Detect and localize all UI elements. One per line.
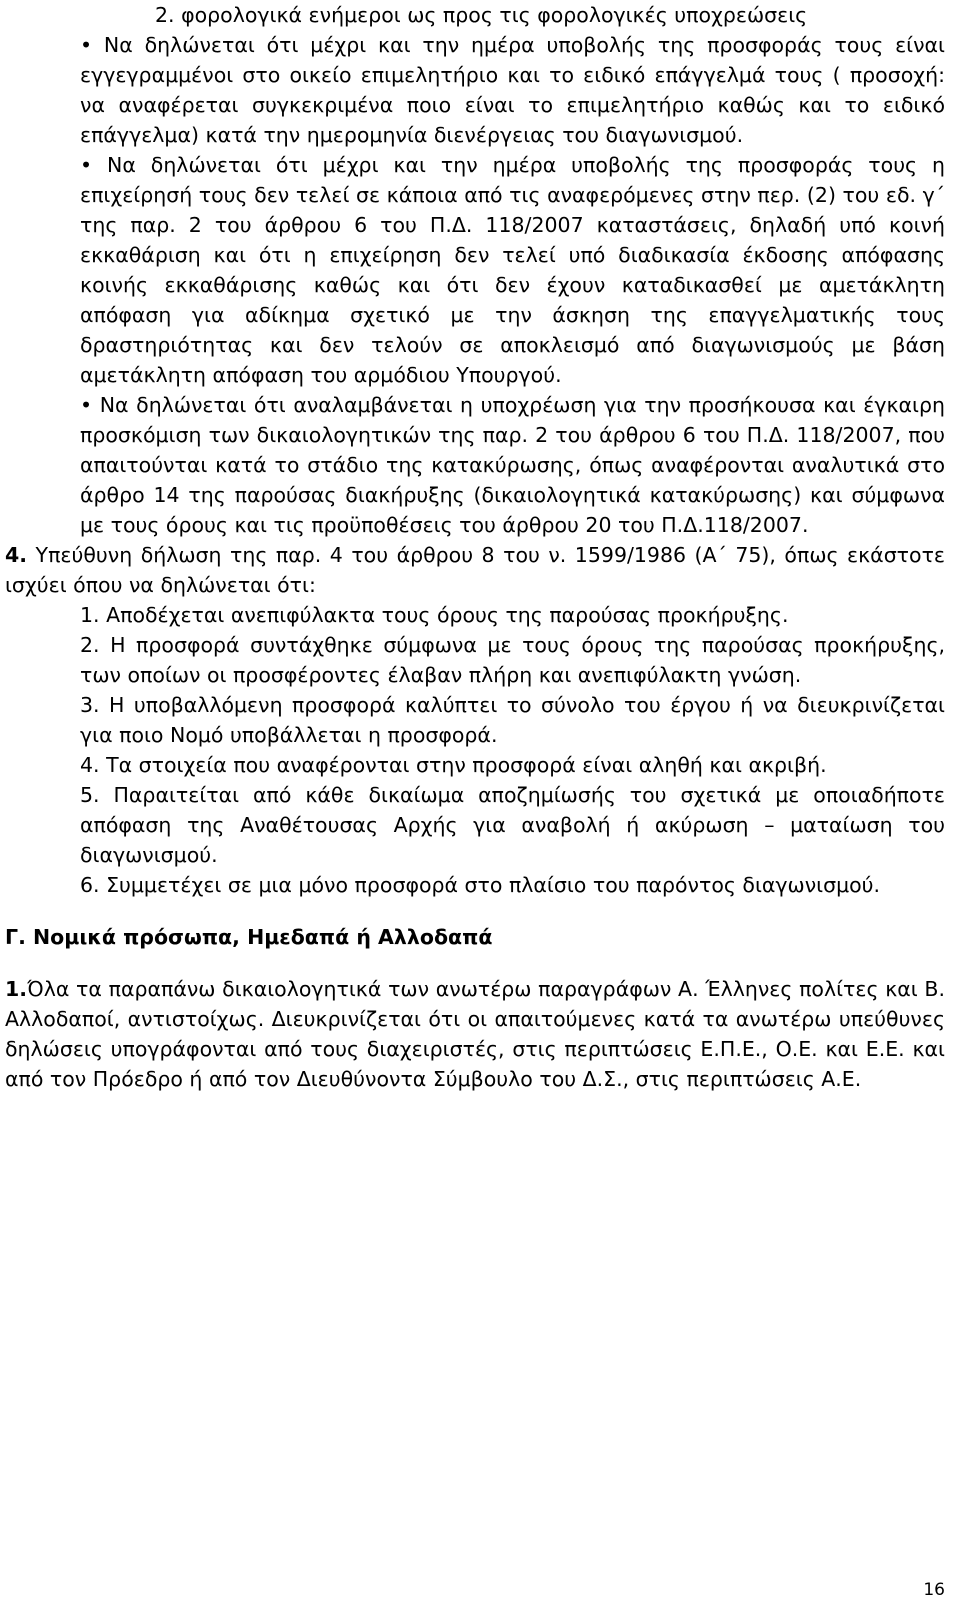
bullet-registration: • Να δηλώνεται ότι μέχρι και την ημέρα υποβολής της προσφοράς τους είναι εγγεγραμμένοι στο οικείο επιμελητήριο και το ειδικό επάγγελμά τους ( προσοχή: να αναφέρεται συγκεκριμένα ποιο είναι το επιμελητήριο καθώς και το ειδικό επάγγελμα) κατά την ημερομηνία διενέργειας του διαγωνισμού. <box>80 33 945 147</box>
section-4-number: 4. <box>5 543 28 567</box>
section-g-item-text: Όλα τα παραπάνω δικαιολογητικά των ανωτέρω παραγράφων Α. Έλληνες πολίτες και Β. Αλλοδαποί, αντιστοίχως. Διευκρινίζεται ότι οι απαιτούμενες κατά τα ανωτέρω υπεύθυνες δηλώσεις υπογράφονται από τους διαχειριστές, στις περιπτώσεις Ε.Π.Ε., Ο.Ε. και Ε.Ε. και από τον Πρόεδρο ή από τον Διευθύνοντα Σύμβουλο του Δ.Σ., στις περιπτώσεις Α.Ε. <box>5 977 945 1091</box>
section-g-item-number: 1. <box>5 977 28 1001</box>
declaration-item: 6. Συμμετέχει σε μια μόνο προσφορά στο πλαίσιο του παρόντος διαγωνισμού. <box>80 873 881 897</box>
declaration-item: 2. Η προσφορά συντάχθηκε σύμφωνα με τους όρους της παρούσας προκήρυξης, των οποίων οι προσφέροντες έλαβαν πλήρη και ανεπιφύλακτη γνώση. <box>80 633 945 687</box>
declaration-item: 4. Τα στοιχεία που αναφέρονται στην προσφορά είναι αληθή και ακριβή. <box>80 753 827 777</box>
bullet-liquidation: • Να δηλώνεται ότι μέχρι και την ημέρα υποβολής της προσφοράς τους η επιχείρησή τους δεν τελεί σε κάποια από τις αναφερόμενες στην περ. (2) του εδ. γ΄ της παρ. 2 του άρθρου 6 του Π.Δ. 118/2007 καταστάσεις, δηλαδή υπό κοινή εκκαθάριση και ότι η επιχείρηση δεν τελεί υπό διαδικασία έκδοσης απόφασης κοινής εκκαθάρισης καθώς και ότι δεν έχουν καταδικασθεί με αμετάκλητη απόφαση για αδίκημα σχετικό με την άσκηση της επαγγελματικής τους δραστηριότητας και δεν τελούν σε αποκλεισμό από διαγωνισμούς με βάση αμετάκλητη απόφαση του αρμόδιου Υπουργού. <box>80 153 945 387</box>
section-4-paragraph <box>5 540 945 600</box>
item-2-continuation: 2. φορολογικά ενήμεροι ως προς τις φορολογικές υποχρεώσεις <box>155 3 808 27</box>
declaration-item: 5. Παραιτείται από κάθε δικαίωμα αποζημίωσής του σχετικά με οποιαδήποτε απόφαση της Αναθέτουσας Αρχής για αναβολή ή ακύρωση – ματαίωση του διαγωνισμού. <box>80 783 945 867</box>
section-g-heading: Γ. Νομικά πρόσωπα, Ημεδαπά ή Αλλοδαπά <box>5 925 493 949</box>
bullet-documents: • Να δηλώνεται ότι αναλαμβάνεται η υποχρέωση για την προσήκουσα και έγκαιρη προσκόμιση των δικαιολογητικών της παρ. 2 του άρθρου 6 του Π.Δ. 118/2007, που απαιτούνται κατά το στάδιο της κατακύρωσης, όπως αναφέρονται αναλυτικά στο άρθρο 14 της παρούσας διακήρυξης (δικαιολογητικά κατακύρωσης) και σύμφωνα με τους όρους και τις προϋποθέσεις του άρθρου 20 του Π.Δ.118/2007. <box>80 393 945 537</box>
declaration-item: 3. Η υποβαλλόμενη προσφορά καλύπτει το σύνολο του έργου ή να διευκρινίζεται για ποιο Νομό υποβάλλεται η προσφορά. <box>80 693 945 747</box>
section-4-text: Υπεύθυνη δήλωση της παρ. 4 του άρθρου 8 του ν. 1599/1986 (Α΄ 75), όπως εκάστοτε ισχύει όπου να δηλώνεται ότι: <box>5 543 945 597</box>
section-g-item-1 <box>5 974 945 1094</box>
page-number: 16 <box>923 1580 945 1600</box>
declaration-item: 1. Αποδέχεται ανεπιφύλακτα τους όρους της παρούσας προκήρυξης. <box>80 603 789 627</box>
spacer <box>0 900 960 922</box>
spacer <box>0 952 960 974</box>
